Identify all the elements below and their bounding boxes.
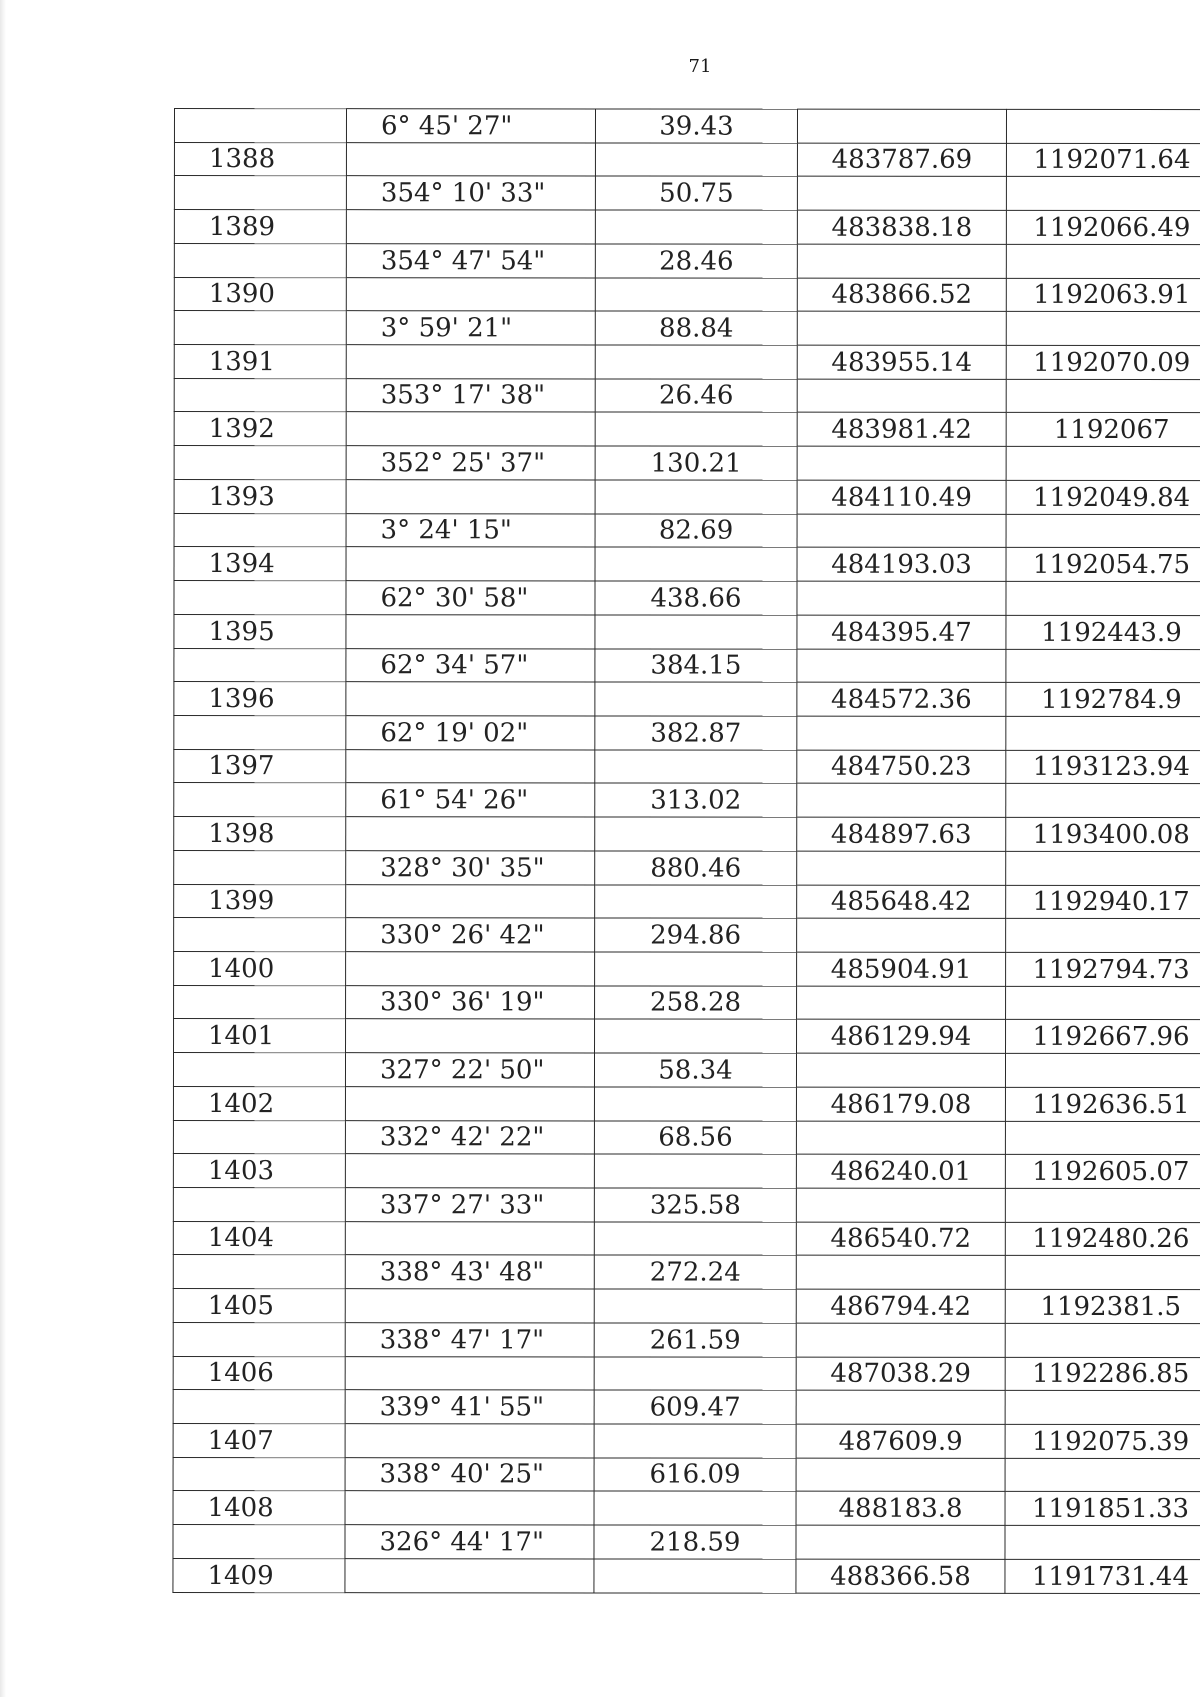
table-row-leg — [173, 1457, 1200, 1492]
station-cell: 1397 — [174, 749, 346, 783]
east-cell — [1005, 1188, 1200, 1222]
distance-cell: 294.86 — [595, 918, 797, 952]
distance-cell: 880.46 — [595, 851, 797, 885]
table-row-leg — [173, 1053, 1200, 1088]
bearing-cell: 339° 41' 55" — [345, 1390, 594, 1424]
bearing-cell — [346, 682, 595, 716]
table-row-leg — [174, 446, 1200, 481]
north-cell — [796, 1053, 1005, 1087]
station-cell — [174, 446, 346, 480]
table-row-point — [174, 412, 1200, 447]
table-row-leg — [174, 243, 1200, 278]
table-row-leg — [174, 176, 1200, 211]
table-row-leg — [174, 918, 1200, 953]
north-cell — [797, 177, 1006, 211]
station-cell — [174, 243, 346, 277]
north-cell: 484572.36 — [797, 682, 1006, 716]
bearing-cell: 327° 22' 50" — [345, 1053, 594, 1087]
east-cell: 1192443.9 — [1006, 615, 1200, 649]
bearing-cell: 354° 47' 54" — [346, 244, 595, 278]
distance-cell: 218.59 — [594, 1525, 796, 1559]
table-row-point — [174, 1019, 1200, 1054]
north-cell: 487609.9 — [796, 1424, 1005, 1458]
east-cell: 1192605.07 — [1005, 1155, 1200, 1189]
table-row-leg — [174, 715, 1200, 750]
east-cell — [1006, 649, 1200, 683]
north-cell — [796, 1525, 1005, 1559]
distance-cell — [595, 278, 797, 312]
distance-cell: 58.34 — [594, 1053, 796, 1087]
survey-coordinates-table — [172, 108, 1200, 1594]
north-cell: 484897.63 — [797, 817, 1006, 851]
distance-cell — [595, 412, 797, 446]
station-cell: 1395 — [174, 614, 346, 648]
east-cell — [1006, 312, 1200, 346]
north-cell — [796, 1188, 1005, 1222]
distance-cell — [594, 1491, 796, 1525]
table-row-point — [173, 1558, 1200, 1593]
east-cell: 1191851.33 — [1005, 1492, 1200, 1526]
bearing-cell — [346, 749, 595, 783]
bearing-cell — [346, 345, 595, 379]
station-cell: 1394 — [174, 547, 346, 581]
table-row-leg — [174, 311, 1200, 346]
bearing-cell — [346, 412, 595, 446]
north-cell: 486179.08 — [796, 1087, 1005, 1121]
distance-cell: 384.15 — [595, 648, 797, 682]
east-cell: 1192784.9 — [1006, 683, 1200, 717]
bearing-cell — [346, 1019, 595, 1053]
station-cell — [173, 1390, 345, 1424]
distance-cell — [594, 1357, 796, 1391]
distance-cell — [594, 1559, 796, 1593]
bearing-cell: 354° 10' 33" — [346, 176, 595, 210]
north-cell: 484750.23 — [797, 750, 1006, 784]
distance-cell: 438.66 — [595, 581, 797, 615]
table-row-point — [174, 614, 1200, 649]
station-cell — [174, 715, 346, 749]
east-cell: 1192075.39 — [1005, 1424, 1200, 1458]
bearing-cell — [345, 1289, 594, 1323]
distance-cell: 39.43 — [595, 109, 797, 143]
bearing-cell: 62° 19' 02" — [346, 716, 595, 750]
north-cell — [797, 311, 1006, 345]
table-row-point — [174, 547, 1200, 582]
table-row-leg — [174, 378, 1200, 413]
distance-cell — [595, 884, 797, 918]
north-cell — [797, 851, 1006, 885]
table-row-point — [174, 817, 1200, 852]
east-cell — [1006, 986, 1200, 1020]
east-cell — [1005, 1391, 1200, 1425]
east-cell: 1192066.49 — [1006, 211, 1200, 245]
east-cell — [1006, 514, 1200, 548]
distance-cell: 261.59 — [594, 1323, 796, 1357]
table-row-leg — [173, 1120, 1200, 1155]
station-cell — [173, 1053, 345, 1087]
bearing-cell: 6° 45' 27" — [346, 109, 595, 143]
table-row-point — [174, 277, 1200, 312]
distance-cell: 272.24 — [594, 1255, 796, 1289]
east-cell — [1005, 1526, 1200, 1560]
east-cell — [1006, 109, 1200, 143]
scan-margin-shadow — [0, 0, 6, 1697]
station-cell — [174, 581, 346, 615]
bearing-cell — [345, 1154, 594, 1188]
distance-cell: 50.75 — [595, 176, 797, 210]
east-cell: 1191731.44 — [1005, 1559, 1200, 1593]
north-cell — [797, 379, 1006, 413]
north-cell — [797, 918, 1006, 952]
station-cell — [173, 1187, 345, 1221]
distance-cell — [595, 1019, 797, 1053]
north-cell: 483787.69 — [797, 143, 1006, 177]
distance-cell: 325.58 — [594, 1188, 796, 1222]
distance-cell — [595, 817, 797, 851]
north-cell: 488183.8 — [796, 1492, 1005, 1526]
bearing-cell — [345, 1221, 594, 1255]
east-cell: 1192063.91 — [1006, 278, 1200, 312]
distance-cell: 382.87 — [595, 716, 797, 750]
table-row-point — [174, 749, 1200, 784]
east-cell — [1006, 851, 1200, 885]
distance-cell — [595, 750, 797, 784]
table-row-point — [174, 142, 1200, 177]
north-cell — [796, 1323, 1005, 1357]
north-cell — [797, 581, 1006, 615]
east-cell: 1193123.94 — [1006, 750, 1200, 784]
east-cell: 1192381.5 — [1005, 1290, 1200, 1324]
bearing-cell: 352° 25' 37" — [346, 446, 595, 480]
north-cell: 486794.42 — [796, 1289, 1005, 1323]
north-cell — [796, 1390, 1005, 1424]
table-row-point — [173, 1221, 1200, 1256]
bearing-cell — [346, 952, 595, 986]
bearing-cell — [346, 480, 595, 514]
north-cell — [796, 1458, 1005, 1492]
table-body — [173, 109, 1200, 1594]
east-cell: 1192636.51 — [1005, 1087, 1200, 1121]
station-cell: 1399 — [174, 884, 346, 918]
station-cell — [174, 985, 346, 1019]
bearing-cell: 332° 42' 22" — [345, 1120, 594, 1154]
distance-cell — [595, 547, 797, 581]
north-cell — [797, 244, 1006, 278]
table-row-point — [173, 1356, 1200, 1391]
table-row-leg — [174, 581, 1200, 616]
north-cell: 483838.18 — [797, 210, 1006, 244]
table-row-point — [173, 1289, 1200, 1324]
station-cell: 1404 — [173, 1221, 345, 1255]
table-row-leg — [174, 109, 1200, 144]
east-cell — [1005, 1121, 1200, 1155]
bearing-cell: 61° 54' 26" — [346, 783, 595, 817]
station-cell — [174, 850, 346, 884]
bearing-cell — [346, 277, 595, 311]
page-number: 71 — [688, 56, 712, 77]
table-row-point — [173, 1424, 1200, 1459]
east-cell: 1192286.85 — [1005, 1357, 1200, 1391]
east-cell: 1192054.75 — [1006, 548, 1200, 582]
bearing-cell — [345, 1491, 594, 1525]
north-cell: 486240.01 — [796, 1154, 1005, 1188]
station-cell — [173, 1457, 345, 1491]
table-row-point — [174, 345, 1200, 380]
bearing-cell: 62° 30' 58" — [346, 581, 595, 615]
bearing-cell: 328° 30' 35" — [346, 850, 595, 884]
north-cell — [797, 649, 1006, 683]
distance-cell — [594, 1087, 796, 1121]
bearing-cell — [345, 1087, 594, 1121]
bearing-cell: 330° 36' 19" — [346, 985, 595, 1019]
station-cell: 1392 — [174, 412, 346, 446]
bearing-cell — [346, 210, 595, 244]
north-cell — [797, 109, 1006, 143]
distance-cell — [595, 682, 797, 716]
bearing-cell — [345, 1424, 594, 1458]
north-cell — [797, 784, 1006, 818]
station-cell: 1408 — [173, 1491, 345, 1525]
bearing-cell: 3° 59' 21" — [346, 311, 595, 345]
east-cell: 1192667.96 — [1006, 1020, 1200, 1054]
north-cell — [797, 986, 1006, 1020]
station-cell: 1396 — [174, 682, 346, 716]
bearing-cell — [346, 817, 595, 851]
distance-cell — [594, 1222, 796, 1256]
station-cell: 1405 — [173, 1289, 345, 1323]
table-row-leg — [174, 648, 1200, 683]
bearing-cell — [345, 1559, 594, 1593]
east-cell — [1006, 716, 1200, 750]
bearing-cell: 338° 47' 17" — [345, 1323, 594, 1357]
east-cell: 1192070.09 — [1006, 345, 1200, 379]
station-cell: 1406 — [173, 1356, 345, 1390]
east-cell: 1192071.64 — [1006, 143, 1200, 177]
table-row-leg — [173, 1322, 1200, 1357]
distance-cell: 82.69 — [595, 514, 797, 548]
north-cell: 483866.52 — [797, 278, 1006, 312]
station-cell: 1393 — [174, 479, 346, 513]
bearing-cell — [346, 614, 595, 648]
distance-cell — [595, 615, 797, 649]
station-cell: 1398 — [174, 817, 346, 851]
station-cell — [174, 378, 346, 412]
east-cell — [1006, 919, 1200, 953]
station-cell: 1389 — [174, 210, 346, 244]
north-cell: 483981.42 — [797, 413, 1006, 447]
distance-cell: 26.46 — [595, 379, 797, 413]
east-cell — [1006, 177, 1200, 211]
east-cell — [1005, 1323, 1200, 1357]
distance-cell: 258.28 — [595, 986, 797, 1020]
distance-cell: 28.46 — [595, 244, 797, 278]
table-row-leg — [173, 1390, 1200, 1425]
station-cell — [174, 109, 346, 143]
table-row-leg — [174, 513, 1200, 548]
station-cell: 1407 — [173, 1424, 345, 1458]
bearing-cell: 62° 34' 57" — [346, 648, 595, 682]
distance-cell — [595, 143, 797, 177]
bearing-cell: 3° 24' 15" — [346, 513, 595, 547]
table-row-point — [174, 682, 1200, 717]
station-cell — [173, 1322, 345, 1356]
distance-cell: 616.09 — [594, 1458, 796, 1492]
station-cell — [174, 311, 346, 345]
station-cell — [173, 1120, 345, 1154]
east-cell: 1193400.08 — [1006, 817, 1200, 851]
station-cell: 1402 — [173, 1086, 345, 1120]
station-cell — [174, 918, 346, 952]
north-cell — [796, 1256, 1005, 1290]
table-row-point — [174, 479, 1200, 514]
north-cell: 488366.58 — [796, 1559, 1005, 1593]
distance-cell: 88.84 — [595, 311, 797, 345]
east-cell — [1006, 447, 1200, 481]
north-cell — [796, 1121, 1005, 1155]
distance-cell: 68.56 — [594, 1121, 796, 1155]
distance-cell — [595, 480, 797, 514]
east-cell: 1192067 — [1006, 413, 1200, 447]
station-cell: 1400 — [174, 951, 346, 985]
east-cell: 1192940.17 — [1006, 885, 1200, 919]
bearing-cell: 337° 27' 33" — [345, 1188, 594, 1222]
east-cell — [1006, 784, 1200, 818]
table-row-point — [174, 951, 1200, 986]
north-cell: 486129.94 — [797, 1020, 1006, 1054]
north-cell — [797, 716, 1006, 750]
north-cell: 484110.49 — [797, 480, 1006, 514]
table-row-point — [174, 210, 1200, 245]
east-cell: 1192794.73 — [1006, 952, 1200, 986]
north-cell: 485904.91 — [797, 952, 1006, 986]
east-cell — [1006, 379, 1200, 413]
north-cell: 483955.14 — [797, 345, 1006, 379]
station-cell — [174, 648, 346, 682]
distance-cell: 130.21 — [595, 446, 797, 480]
distance-cell — [594, 1154, 796, 1188]
station-cell — [174, 783, 346, 817]
station-cell — [174, 176, 346, 210]
bearing-cell — [346, 884, 595, 918]
table-row-point — [173, 1154, 1200, 1189]
bearing-cell: 326° 44' 17" — [345, 1525, 594, 1559]
station-cell: 1390 — [174, 277, 346, 311]
station-cell — [173, 1525, 345, 1559]
east-cell: 1192049.84 — [1006, 480, 1200, 514]
station-cell — [173, 1255, 345, 1289]
station-cell: 1403 — [173, 1154, 345, 1188]
north-cell — [797, 514, 1006, 548]
east-cell — [1005, 1256, 1200, 1290]
east-cell — [1006, 244, 1200, 278]
station-cell: 1409 — [173, 1558, 345, 1592]
east-cell: 1192480.26 — [1005, 1222, 1200, 1256]
station-cell — [174, 513, 346, 547]
table-row-leg — [174, 985, 1200, 1020]
distance-cell — [594, 1289, 796, 1323]
station-cell: 1388 — [174, 142, 346, 176]
station-cell: 1391 — [174, 345, 346, 379]
table-row-point — [173, 1086, 1200, 1121]
distance-cell: 313.02 — [595, 783, 797, 817]
table-row-leg — [173, 1255, 1200, 1290]
table-row-leg — [174, 783, 1200, 818]
table-row-leg — [173, 1187, 1200, 1222]
north-cell: 486540.72 — [796, 1222, 1005, 1256]
bearing-cell — [345, 1356, 594, 1390]
north-cell — [797, 446, 1006, 480]
distance-cell — [595, 210, 797, 244]
table-row-point — [174, 884, 1200, 919]
table-row-point — [173, 1491, 1200, 1526]
table-row-leg — [174, 850, 1200, 885]
north-cell: 485648.42 — [797, 885, 1006, 919]
north-cell: 484193.03 — [797, 547, 1006, 581]
table-row-leg — [173, 1525, 1200, 1560]
bearing-cell — [346, 142, 595, 176]
distance-cell: 609.47 — [594, 1390, 796, 1424]
east-cell — [1005, 1053, 1200, 1087]
bearing-cell: 338° 43' 48" — [345, 1255, 594, 1289]
distance-cell — [595, 345, 797, 379]
bearing-cell: 338° 40' 25" — [345, 1457, 594, 1491]
east-cell — [1005, 1458, 1200, 1492]
bearing-cell: 330° 26' 42" — [346, 918, 595, 952]
bearing-cell — [346, 547, 595, 581]
north-cell: 487038.29 — [796, 1357, 1005, 1391]
distance-cell — [594, 1424, 796, 1458]
distance-cell — [595, 952, 797, 986]
north-cell: 484395.47 — [797, 615, 1006, 649]
bearing-cell: 353° 17' 38" — [346, 378, 595, 412]
east-cell — [1006, 581, 1200, 615]
station-cell: 1401 — [174, 1019, 346, 1053]
